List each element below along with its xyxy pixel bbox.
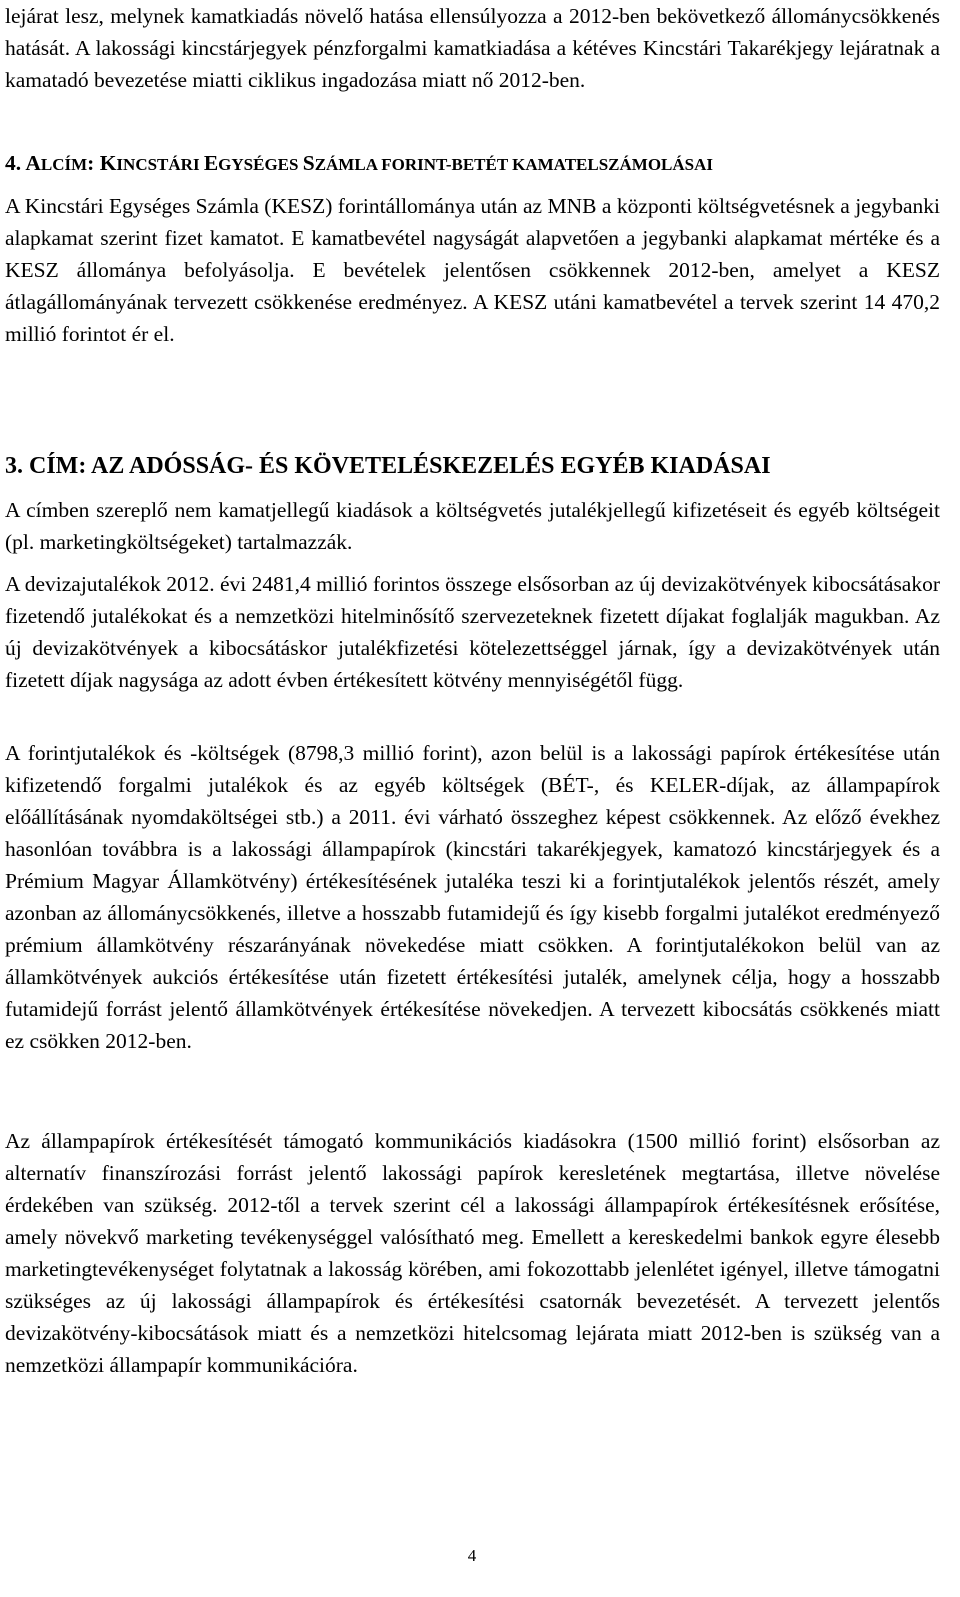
paragraph-kommunikacio: Az állampapírok értékesítését támogató kommunikációs kiadásokra (1500 millió forint) elsősorban az alternatív finanszírozási forrást jelentő lakossági papírok keresletének megtartása, illetve növelése érdekében van szükség. 2012-től a tervek szerint cél a lakossági állampapírok értékesítésnek erősítése, amely növekvő marketing tevékenységgel valósítható meg. Emellett a kereskedelmi bankok egyre élesebb marketingtevékenységet folytatnak a lakosság körében, ami fokozottabb jelenlétet igényel, illetve támogatni szükséges az új lakossági állampapírok és értékesítési csatornák bevezetését. A tervezett jelentős devizakötvény-kibocsátások miatt és a nemzetközi hitelcsomag lejárata miatt 2012-ben is szükség van a nemzetközi állampapír kommunikációra. [5, 1129, 940, 1377]
section-title: 3. CÍM: AZ ADÓSSÁG- ÉS KÖVETELÉSKEZELÉS EGYÉB KIADÁSAI [5, 453, 771, 479]
paragraph-forint: A forintjutalékok és -költségek (8798,3 millió forint), azon belül is a lakossági papírok értékesítése után kifizetendő forgalmi jutalékok és az egyéb költségek (BÉT-, és KELER-díjak, az állampapírok előállításának nyomdaköltségei stb.) a 2011. évi várható összeghez képest csökkennek. Az előző évekhez hasonlóan továbbra is a lakossági állampapírok (kincstári takarékjegyek, kamatozó kincstárjegyek és a Prémium Magyar Államkötvény) értékesítésének jutaléka teszi ki a forintjutalékok jelentős részét, amely azonban az állománycsökkenés, illetve a hosszabb futamidejű és így kisebb forgalmi jutalékot eredményező prémium államkötvény részarányának növekedése miatt csökken. A forintjutalékokon belül van az államkötvények aukciós értékesítése után fizetett értékesítési jutalék, amelynek célja, hogy a hosszabb futamidejű forrást jelentő államkötvények értékesítése növekedjen. A tervezett kibocsátás csökkenés miatt ez csökken 2012-ben. [5, 741, 940, 1053]
page-number: 4 [467, 1546, 477, 1565]
subheading-kesz: 4. ALCÍM: KINCSTÁRI EGYSÉGES SZÁMLA FORINT-BETÉT KAMATELSZÁMOLÁSAI [5, 151, 714, 175]
paragraph-cim-intro: A címben szereplő nem kamatjellegű kiadások a költségvetés jutalékjellegű kifizetéseit és egyéb költségeit (pl. marketingköltségeket) tartalmazzák. [5, 498, 940, 554]
paragraph-intro: lejárat lesz, melynek kamatkiadás növelő hatása ellensúlyozza a 2012-ben bekövetkező állománycsökkenés hatását. A lakossági kincstárjegyek pénzforgalmi kamatkiadása a kétéves Kincstári Takarékjegy lejáratnak a kamatadó bevezetése miatti ciklikus ingadozása miatt nő 2012-ben. [5, 4, 940, 92]
subheading-number: 4. [5, 151, 22, 175]
paragraph-deviza: A devizajutalékok 2012. évi 2481,4 millió forintos összege elsősorban az új devizakötvények kibocsátásakor fizetendő jutalékokat és a nemzetközi hitelminősítő szervezeteknek fizetett díjakat foglalják magukban. Az új devizakötvények a kibocsátáskor jutalékfizetési kötelezettséggel járnak, így a devizakötvények után fizetett díjak nagysága az adott évben értékesített kötvény mennyiségétől függ. [5, 572, 941, 692]
paragraph-kesz: A Kincstári Egységes Számla (KESZ) forintállománya után az MNB a központi költségvetésnek a jegybanki alapkamat szerint fizet kamatot. E kamatbevétel nagyságát alapvetően a jegybanki alapkamat mértéke és a KESZ állománya befolyásolja. E bevételek jelentősen csökkennek 2012-ben, amelyet a KESZ átlagállományának tervezett csökkenése eredményez. A KESZ utáni kamatbevétel a tervek szerint 14 470,2 millió forintot ér el. [5, 194, 940, 346]
